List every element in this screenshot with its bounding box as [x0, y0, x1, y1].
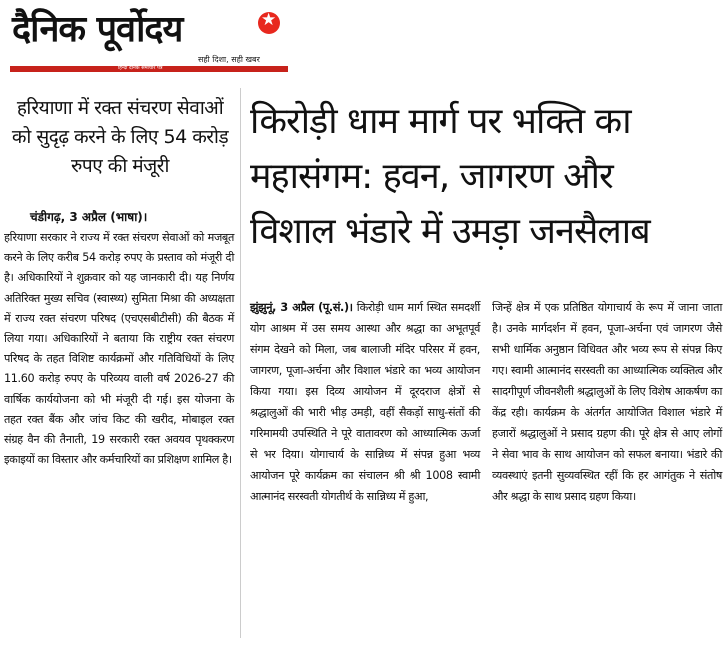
main-article-dateline: झुंझुनूं, 3 अप्रैल (पू.सं.)। [250, 301, 353, 314]
masthead [8, 4, 288, 76]
star-icon [258, 12, 280, 34]
main-article-column-2: जिन्हें क्षेत्र में एक प्रतिष्ठित योगाचार्य के रूप में जाना जाता है। उनके मार्गदर्शन में हवन, पूजा-अर्चना एवं जागरण जैसे सभी धार्मिक अनुष्ठान विधिवत और भव्य रूप से संपन्न किए गए। स्वामी आत्मानंद सरस्वती का आध्यात्मिक व्यक्तित्व और सादगीपूर्ण जीवनशैली श्रद्धालुओं के लिए विशेष आकर्षण का केंद्र रही। कार्यक्रम के अंतर्गत आयोजित विशाल भंडारे में हजारों श्रद्धालुओं ने प्रसाद ग्रहण की। पूरे क्षेत्र से आए लोगों ने सेवा भाव के साथ आयोजन को सफल बनाया। भंडारे की व्यवस्थाएं इतनी सुव्यवस्थित रहीं कि हर आगंतुक ने संतोष और श्रद्धा के साथ प्रसाद ग्रहण किया। [492, 301, 722, 503]
main-article-text-1: किरोड़ी धाम मार्ग स्थित समदर्शी योग आश्रम में उस समय आस्था और श्रद्धा का अभूतपूर्व संगम देखने को मिला, जब बालाजी मंदिर परिसर में हवन, जागरण, पूजा-अर्चना और विशाल भंडारे का भव्य आयोजन किया गया। इस दिव्य आयोजन में दूरदराज क्षेत्रों से श्रद्धालुओं की भारी भीड़ उमड़ी, वहीं सैकड़ों साधु-संतों की गरिमामयी उपस्थिति ने पूरे वातावरण को आध्यात्मिक ऊर्जा से भर दिया। योगाचार्य के सान्निध्य में संपन्न हुआ भव्य आयोजन पूरे कार्यक्रम का संचालन श्री श्री 1008 स्वामी आत्मानंद सरस्वती योगतीर्थ के सान्निध्य में हुआ, [250, 301, 480, 503]
tagline: सही दिशा, सही खबर [198, 55, 260, 64]
left-article-dateline: चंडीगढ़, 3 अप्रैल (भाषा)। [30, 210, 148, 224]
newspaper-logo: दैनिक पूर्वोदय [12, 9, 183, 50]
column-divider [240, 88, 241, 638]
headline-line: विशाल भंडारे में उमड़ा जनसैलाब [250, 211, 650, 252]
left-article-headline: हरियाणा में रक्त संचरण सेवाओं को सुदृढ़ करने के लिए 54 करोड़ रुपए की मंजूरी [11, 97, 229, 177]
main-article-headline [250, 94, 722, 259]
headline-line: महासंगम: हवन, जागरण और [250, 156, 613, 197]
headline-line: किरोड़ी धाम मार्ग पर भक्ति का [250, 101, 631, 142]
left-article-body: हरियाणा सरकार ने राज्य में रक्त संचरण सेवाओं को मजबूत करने के लिए करीब 54 करोड़ रुपए के प्रस्ताव को मंजूरी दी है। अधिकारियों ने शुक्रवार को यह जानकारी दी। यह निर्णय अतिरिक्त मुख्य सचिव (स्वास्थ्य) सुमिता मिश्रा की अध्यक्षता में राज्य रक्त संचरण परिषद (एचएसबीटीसी) की बैठक में लिया गया। अधिकारियों ने बताया कि राष्ट्रीय रक्त संचरण परिषद के तहत विशिष्ट कार्यक्रमों और गतिविधियों के लिए 11.60 करोड़ रुपए के परिव्यय वाली वर्ष 2026-27 की वार्षिक कार्ययोजना को भी मंजूरी दी गई। इस योजना के तहत रक्त बैंक और जांच किट की खरीद, मोबाइल रक्त संग्रह वैन की तैनाती, 19 सरकारी रक्त अवयव पृथक्करण इकाइयों का विस्तार और कर्मचारियों का प्रशिक्षण शामिल है। [4, 231, 234, 467]
main-article-column-1 [250, 297, 480, 507]
masthead-bar-text: हिन्दी दैनिक समाचार पत्र [118, 65, 163, 71]
masthead-red-bar [10, 66, 288, 72]
